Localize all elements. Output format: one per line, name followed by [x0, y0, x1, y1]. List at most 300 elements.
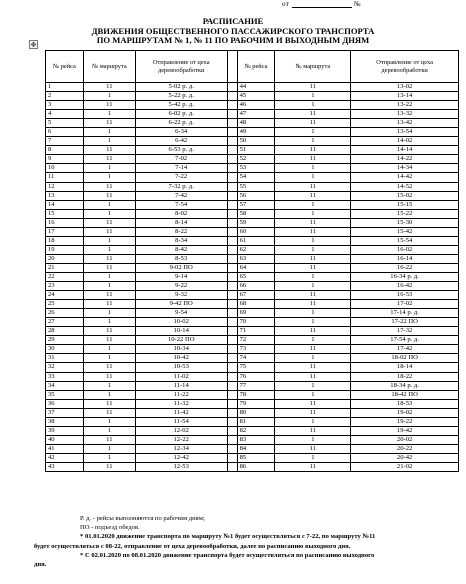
column-separator	[227, 110, 237, 119]
right-departure-time: 18-53	[351, 399, 459, 408]
note-jan2-line2: дня.	[34, 561, 47, 569]
right-departure-time: 14-34	[351, 164, 459, 173]
right-departure-time: 20-22	[351, 444, 459, 453]
column-separator	[227, 426, 237, 435]
column-separator	[227, 236, 237, 245]
right-trip-number: 47	[237, 110, 275, 119]
column-separator	[227, 309, 237, 318]
right-trip-number: 52	[237, 155, 275, 164]
right-trip-number: 73	[237, 345, 275, 354]
right-departure-time: 15-30	[351, 218, 459, 227]
left-trip-number: 25	[46, 300, 84, 309]
right-route-number: 11	[275, 119, 351, 128]
left-route-number: 1	[83, 390, 135, 399]
right-departure-time: 18-34 р. д.	[351, 381, 459, 390]
right-trip-number: 83	[237, 435, 275, 444]
right-route-number: 11	[275, 444, 351, 453]
left-trip-number: 26	[46, 309, 84, 318]
table-row	[46, 191, 459, 200]
table-row	[46, 272, 459, 281]
left-trip-number: 19	[46, 245, 84, 254]
table-row	[46, 462, 459, 471]
right-route-number: 11	[275, 399, 351, 408]
left-departure-time: 10-53	[135, 363, 227, 372]
left-trip-number: 9	[46, 155, 84, 164]
right-trip-number: 54	[237, 173, 275, 182]
note-jan1-line1: * 01.01.2020 движение транспорта по маршруту №1 будет осуществляться с 7-22, по маршруту №11	[80, 533, 376, 541]
left-departure-time: 7-54	[135, 200, 227, 209]
left-trip-number: 3	[46, 101, 84, 110]
table-row	[46, 119, 459, 128]
header-corner	[282, 0, 361, 8]
right-trip-number: 55	[237, 182, 275, 191]
right-trip-number: 70	[237, 318, 275, 327]
right-departure-time: 18-02 ПО	[351, 354, 459, 363]
note-workdays: Р. д. - рейсы выполняются по рабочим дням;	[80, 515, 205, 522]
table-row	[46, 426, 459, 435]
header-route-right: № маршрута	[275, 51, 351, 83]
left-departure-time: 5-02 р. д.	[135, 83, 227, 92]
left-departure-time: 9-02 ПО	[135, 263, 227, 272]
header-departure-right: Отправление от цеха деревообработки	[351, 51, 459, 83]
right-trip-number: 56	[237, 191, 275, 200]
column-separator	[227, 227, 237, 236]
table-row	[46, 363, 459, 372]
table-row	[46, 336, 459, 345]
left-trip-number: 29	[46, 336, 84, 345]
column-separator	[227, 200, 237, 209]
right-trip-number: 65	[237, 272, 275, 281]
left-departure-time: 6-42	[135, 137, 227, 146]
column-separator	[227, 390, 237, 399]
schedule-table	[45, 50, 459, 472]
right-departure-time: 18-42 ПО	[351, 390, 459, 399]
left-departure-time: 7-32 р. д.	[135, 182, 227, 191]
left-departure-time: 5-42 р. д.	[135, 101, 227, 110]
left-route-number: 1	[83, 128, 135, 137]
right-route-number: 11	[275, 218, 351, 227]
left-departure-time: 10-02	[135, 318, 227, 327]
column-separator	[227, 92, 237, 101]
right-route-number: 1	[275, 92, 351, 101]
right-route-number: 11	[275, 300, 351, 309]
left-trip-number: 38	[46, 417, 84, 426]
table-row	[46, 408, 459, 417]
column-separator	[227, 462, 237, 471]
title-line-2: ДВИЖЕНИЯ ОБЩЕСТВЕННОГО ПАССАЖИРСКОГО ТРАНСПОРТА	[91, 25, 375, 36]
note-jan2-line1: * С 02.01.2020 по 08.01.2020 движение транспорта будет осуществляться по расписанию выходного	[80, 551, 375, 559]
column-separator	[227, 282, 237, 291]
title-line-1: РАСПИСАНИЕ	[202, 16, 264, 26]
column-separator	[227, 164, 237, 173]
left-route-number: 11	[83, 291, 135, 300]
left-route-number: 1	[83, 110, 135, 119]
table-row	[46, 101, 459, 110]
right-route-number: 1	[275, 245, 351, 254]
right-trip-number: 58	[237, 209, 275, 218]
document-title	[0, 17, 466, 46]
right-departure-time: 13-14	[351, 92, 459, 101]
right-trip-number: 67	[237, 291, 275, 300]
column-separator	[227, 128, 237, 137]
table-row	[46, 173, 459, 182]
left-departure-time: 8-53	[135, 254, 227, 263]
left-trip-number: 2	[46, 92, 84, 101]
left-route-number: 1	[83, 245, 135, 254]
left-route-number: 11	[83, 101, 135, 110]
table-row	[46, 128, 459, 137]
left-route-number: 11	[83, 155, 135, 164]
left-trip-number: 14	[46, 200, 84, 209]
right-trip-number: 64	[237, 263, 275, 272]
right-trip-number: 69	[237, 309, 275, 318]
right-departure-time: 20-02	[351, 435, 459, 444]
header-trip-left: № рейса	[46, 51, 84, 83]
right-trip-number: 57	[237, 200, 275, 209]
right-departure-time: 14-52	[351, 182, 459, 191]
table-row	[46, 300, 459, 309]
right-route-number: 1	[275, 381, 351, 390]
left-trip-number: 16	[46, 218, 84, 227]
right-trip-number: 86	[237, 462, 275, 471]
right-trip-number: 50	[237, 137, 275, 146]
left-trip-number: 7	[46, 137, 84, 146]
right-departure-time: 13-22	[351, 101, 459, 110]
right-route-number: 11	[275, 83, 351, 92]
corner-blank-line	[292, 2, 352, 8]
table-row	[46, 417, 459, 426]
table-row	[46, 110, 459, 119]
left-route-number: 11	[83, 435, 135, 444]
right-trip-number: 51	[237, 146, 275, 155]
right-route-number: 1	[275, 390, 351, 399]
left-route-number: 1	[83, 92, 135, 101]
column-separator	[227, 119, 237, 128]
column-separator	[227, 372, 237, 381]
left-departure-time: 8-02	[135, 209, 227, 218]
column-separator	[227, 300, 237, 309]
right-trip-number: 84	[237, 444, 275, 453]
right-route-number: 11	[275, 291, 351, 300]
column-separator	[227, 191, 237, 200]
left-trip-number: 18	[46, 236, 84, 245]
corner-from-label: от	[282, 0, 290, 8]
left-trip-number: 33	[46, 372, 84, 381]
left-route-number: 11	[83, 263, 135, 272]
right-trip-number: 79	[237, 399, 275, 408]
left-trip-number: 28	[46, 327, 84, 336]
schedule-body	[46, 83, 459, 472]
table-row	[46, 327, 459, 336]
header-departure-left: Отправление от цеха деревообработки	[135, 51, 227, 83]
left-route-number: 11	[83, 336, 135, 345]
left-departure-time: 12-22	[135, 435, 227, 444]
left-trip-number: 8	[46, 146, 84, 155]
right-departure-time: 15-15	[351, 200, 459, 209]
left-departure-time: 12-53	[135, 462, 227, 471]
right-route-number: 1	[275, 354, 351, 363]
column-separator	[227, 291, 237, 300]
right-departure-time: 14-14	[351, 146, 459, 155]
left-departure-time: 6-22 р. д.	[135, 119, 227, 128]
left-route-number: 11	[83, 83, 135, 92]
note-lunch: ПО - подъезд обедов.	[80, 524, 140, 532]
left-route-number: 1	[83, 282, 135, 291]
table-row	[46, 309, 459, 318]
title-line-3: ПО МАРШРУТАМ № 1, № 11 ПО РАБОЧИМ И ВЫХОДНЫМ ДНЯМ	[96, 35, 370, 46]
left-trip-number: 41	[46, 444, 84, 453]
left-departure-time: 10-14	[135, 327, 227, 336]
right-trip-number: 60	[237, 227, 275, 236]
right-trip-number: 81	[237, 417, 275, 426]
table-row	[46, 182, 459, 191]
left-departure-time: 6-34	[135, 128, 227, 137]
table-row	[46, 399, 459, 408]
table-row	[46, 92, 459, 101]
left-departure-time: 11-32	[135, 399, 227, 408]
right-departure-time: 19-22	[351, 417, 459, 426]
right-route-number: 11	[275, 110, 351, 119]
right-route-number: 11	[275, 263, 351, 272]
column-separator	[227, 245, 237, 254]
right-trip-number: 49	[237, 128, 275, 137]
left-route-number: 1	[83, 345, 135, 354]
right-departure-time: 13-42	[351, 119, 459, 128]
left-departure-time: 9-54	[135, 309, 227, 318]
right-route-number: 11	[275, 363, 351, 372]
right-departure-time: 14-02	[351, 137, 459, 146]
left-trip-number: 34	[46, 381, 84, 390]
right-trip-number: 66	[237, 282, 275, 291]
column-separator	[227, 254, 237, 263]
column-separator	[227, 218, 237, 227]
right-route-number: 1	[275, 137, 351, 146]
left-departure-time: 7-42	[135, 191, 227, 200]
right-departure-time: 14-42	[351, 173, 459, 182]
left-route-number: 11	[83, 218, 135, 227]
table-row	[46, 137, 459, 146]
right-trip-number: 44	[237, 83, 275, 92]
left-route-number: 1	[83, 209, 135, 218]
right-route-number: 11	[275, 146, 351, 155]
left-trip-number: 1	[46, 83, 84, 92]
right-trip-number: 77	[237, 381, 275, 390]
right-departure-time: 17-02	[351, 300, 459, 309]
column-separator	[227, 209, 237, 218]
table-row	[46, 164, 459, 173]
right-route-number: 1	[275, 453, 351, 462]
left-route-number: 1	[83, 200, 135, 209]
left-route-number: 1	[83, 318, 135, 327]
column-separator	[227, 272, 237, 281]
left-trip-number: 39	[46, 426, 84, 435]
right-route-number: 1	[275, 209, 351, 218]
column-separator	[227, 435, 237, 444]
right-departure-time: 17-32	[351, 327, 459, 336]
table-row	[46, 381, 459, 390]
right-route-number: 1	[275, 200, 351, 209]
column-separator	[227, 318, 237, 327]
note-jan1-line2: будет осуществляться с 08-22, отправление от цеха деревообработки, далее по расписанию выходного дня.	[34, 542, 351, 550]
left-route-number: 1	[83, 137, 135, 146]
right-departure-time: 19-42	[351, 426, 459, 435]
right-trip-number: 71	[237, 327, 275, 336]
left-trip-number: 32	[46, 363, 84, 372]
left-trip-number: 10	[46, 164, 84, 173]
right-departure-time: 13-54	[351, 128, 459, 137]
left-route-number: 1	[83, 272, 135, 281]
right-route-number: 11	[275, 426, 351, 435]
left-trip-number: 13	[46, 191, 84, 200]
left-route-number: 11	[83, 399, 135, 408]
right-departure-time: 17-54 р. д.	[351, 336, 459, 345]
right-departure-time: 21-02	[351, 462, 459, 471]
table-row	[46, 245, 459, 254]
left-departure-time: 7-14	[135, 164, 227, 173]
left-route-number: 11	[83, 462, 135, 471]
left-route-number: 1	[83, 381, 135, 390]
left-route-number: 1	[83, 164, 135, 173]
column-separator	[227, 146, 237, 155]
column-separator	[227, 155, 237, 164]
right-departure-time: 17-42	[351, 345, 459, 354]
right-departure-time: 16-34 р. д.	[351, 272, 459, 281]
left-route-number: 11	[83, 300, 135, 309]
left-trip-number: 43	[46, 462, 84, 471]
left-route-number: 1	[83, 309, 135, 318]
left-departure-time: 6-02 р. д.	[135, 110, 227, 119]
left-departure-time: 10-22 ПО	[135, 336, 227, 345]
right-departure-time: 16-53	[351, 291, 459, 300]
left-route-number: 1	[83, 444, 135, 453]
right-trip-number: 45	[237, 92, 275, 101]
right-trip-number: 62	[237, 245, 275, 254]
left-trip-number: 17	[46, 227, 84, 236]
left-trip-number: 40	[46, 435, 84, 444]
table-row	[46, 155, 459, 164]
left-departure-time: 5-22 р. д.	[135, 92, 227, 101]
left-route-number: 11	[83, 146, 135, 155]
right-departure-time: 17-14 р. д.	[351, 309, 459, 318]
column-separator	[227, 263, 237, 272]
right-departure-time: 13-02	[351, 83, 459, 92]
column-separator	[227, 336, 237, 345]
right-route-number: 1	[275, 435, 351, 444]
left-departure-time: 12-02	[135, 426, 227, 435]
table-row	[46, 282, 459, 291]
right-route-number: 11	[275, 227, 351, 236]
left-route-number: 1	[83, 236, 135, 245]
right-route-number: 11	[275, 345, 351, 354]
left-departure-time: 7-02	[135, 155, 227, 164]
column-separator	[227, 182, 237, 191]
table-row	[46, 354, 459, 363]
left-trip-number: 22	[46, 272, 84, 281]
right-route-number: 11	[275, 327, 351, 336]
left-departure-time: 8-22	[135, 227, 227, 236]
table-row	[46, 200, 459, 209]
footnotes	[34, 514, 464, 569]
right-trip-number: 80	[237, 408, 275, 417]
left-departure-time: 9-32	[135, 291, 227, 300]
right-departure-time: 16-14	[351, 254, 459, 263]
left-departure-time: 8-34	[135, 236, 227, 245]
right-trip-number: 48	[237, 119, 275, 128]
left-departure-time: 11-54	[135, 417, 227, 426]
left-departure-time: 9-42 ПО	[135, 300, 227, 309]
left-route-number: 11	[83, 191, 135, 200]
left-trip-number: 20	[46, 254, 84, 263]
table-row	[46, 390, 459, 399]
table-row	[46, 218, 459, 227]
table-row	[46, 291, 459, 300]
left-trip-number: 35	[46, 390, 84, 399]
left-route-number: 11	[83, 363, 135, 372]
left-trip-number: 31	[46, 354, 84, 363]
table-row	[46, 146, 459, 155]
left-departure-time: 10-42	[135, 354, 227, 363]
table-move-handle-icon[interactable]: ✥	[30, 41, 37, 49]
table-row	[46, 345, 459, 354]
right-route-number: 1	[275, 318, 351, 327]
right-departure-time: 15-54	[351, 236, 459, 245]
table-row	[46, 83, 459, 92]
right-departure-time: 16-42	[351, 282, 459, 291]
column-separator	[227, 444, 237, 453]
right-route-number: 1	[275, 272, 351, 281]
left-departure-time: 11-02	[135, 372, 227, 381]
left-route-number: 1	[83, 417, 135, 426]
right-route-number: 11	[275, 191, 351, 200]
left-route-number: 11	[83, 408, 135, 417]
left-departure-time: 9-14	[135, 272, 227, 281]
right-departure-time: 20-42	[351, 453, 459, 462]
right-trip-number: 78	[237, 390, 275, 399]
table-row	[46, 435, 459, 444]
right-trip-number: 63	[237, 254, 275, 263]
column-separator	[227, 363, 237, 372]
table-row	[46, 209, 459, 218]
left-trip-number: 12	[46, 182, 84, 191]
right-departure-time: 19-02	[351, 408, 459, 417]
table-row	[46, 236, 459, 245]
left-trip-number: 11	[46, 173, 84, 182]
left-trip-number: 30	[46, 345, 84, 354]
right-route-number: 1	[275, 417, 351, 426]
table-row	[46, 227, 459, 236]
left-route-number: 1	[83, 426, 135, 435]
column-separator	[227, 408, 237, 417]
left-departure-time: 7-22	[135, 173, 227, 182]
left-route-number: 11	[83, 327, 135, 336]
table-row	[46, 372, 459, 381]
table-row	[46, 263, 459, 272]
table-header-row	[46, 51, 459, 83]
left-departure-time: 12-42	[135, 453, 227, 462]
left-departure-time: 6-53 р. д.	[135, 146, 227, 155]
right-route-number: 1	[275, 164, 351, 173]
right-route-number: 1	[275, 101, 351, 110]
right-route-number: 1	[275, 173, 351, 182]
left-departure-time: 8-14	[135, 218, 227, 227]
left-route-number: 11	[83, 182, 135, 191]
column-separator	[227, 417, 237, 426]
table-row	[46, 318, 459, 327]
right-departure-time: 14-22	[351, 155, 459, 164]
left-trip-number: 23	[46, 282, 84, 291]
left-trip-number: 6	[46, 128, 84, 137]
right-departure-time: 16-02	[351, 245, 459, 254]
